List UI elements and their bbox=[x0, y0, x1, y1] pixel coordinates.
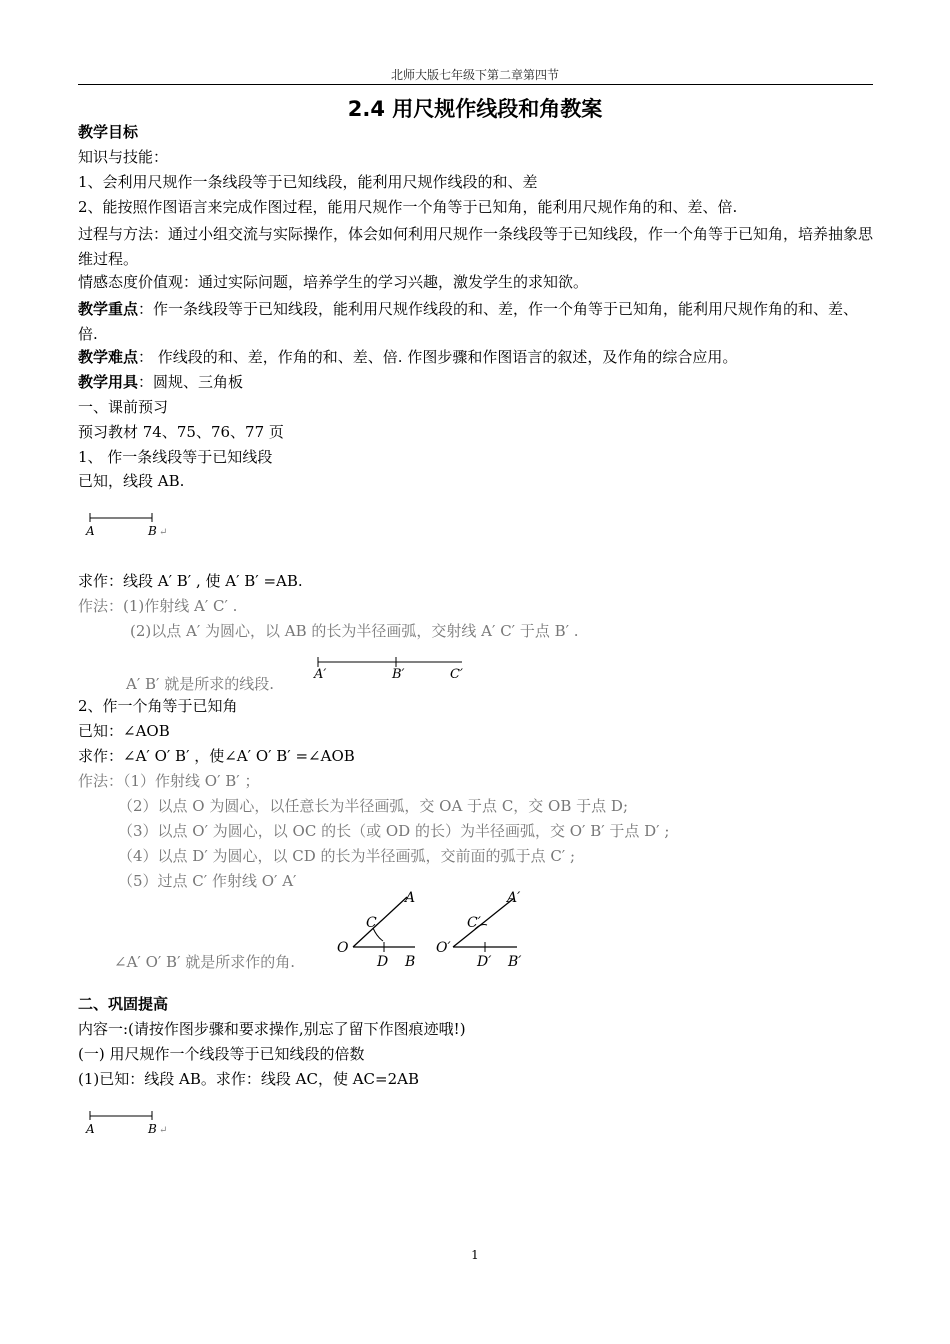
point-a1-label: A′ bbox=[314, 667, 327, 682]
segment-require: 求作：线段 A′ B′ , 使 A′ B′ =AB. bbox=[78, 572, 303, 590]
angle-require: 求作：∠A′ O′ B′ ，使∠A′ O′ B′ =∠AOB bbox=[78, 747, 355, 765]
point-b1-label: B′ bbox=[392, 667, 405, 682]
angle-result: ∠A′ O′ B′ 就是所求作的角. bbox=[114, 953, 296, 971]
running-header: 北师大版七年级下第二章第四节 bbox=[390, 68, 559, 82]
return-mark-2: ↵ bbox=[159, 1125, 168, 1136]
return-mark: ↵ bbox=[159, 527, 168, 538]
preview-heading: 一、课前预习 bbox=[78, 398, 169, 416]
key-text: ：作一条线段等于已知线段，能利用尺规作线段的和、差，作一个角等于已知角，能利用尺规作角的和、差、倍. bbox=[78, 300, 859, 343]
segment-ab-figure-2 bbox=[80, 1106, 180, 1142]
goal-2: 2、能按照作图语言来完成作图过程，能用尺规作一个角等于已知角，能利用尺规作角的和、差、倍. bbox=[78, 198, 738, 216]
point-b1-angle-label: B′ bbox=[508, 954, 522, 970]
point-b-label-2: B bbox=[148, 1122, 157, 1136]
point-a-label-2: A bbox=[86, 1122, 95, 1136]
tools-text: ：圆规、三角板 bbox=[138, 373, 244, 391]
question-1: (1)已知：线段 AB。求作：线段 AC，使 AC=2AB bbox=[78, 1070, 419, 1088]
segment-method-2: (2)以点 A′ 为圆心，以 AB 的长为半径画弧，交射线 A′ C′ 于点 B′ . bbox=[130, 622, 579, 640]
angle-method-2: （2）以点 O 为圆心，以任意长为半径画弧，交 OA 于点 C，交 OB 于点 D; bbox=[118, 797, 628, 815]
goals-heading: 教学目标 bbox=[78, 123, 139, 141]
page-title: 2.4 用尺规作线段和角教案 bbox=[347, 97, 603, 121]
key-label: 教学重点 bbox=[78, 300, 139, 318]
sub-section-1: (一) 用尺规作一个线段等于已知线段的倍数 bbox=[78, 1045, 365, 1063]
point-o-label: O bbox=[337, 940, 349, 956]
angle-item: 2、作一个角等于已知角 bbox=[78, 697, 238, 715]
segment-method-1: 作法：(1)作射线 A′ C′ . bbox=[78, 597, 238, 615]
consolidate-heading: 二、巩固提高 bbox=[78, 995, 169, 1013]
point-b-label: B bbox=[148, 524, 157, 538]
ray-a1c1-figure bbox=[312, 654, 482, 684]
header-rule bbox=[78, 84, 873, 85]
teaching-key bbox=[78, 297, 876, 347]
point-a-label: A bbox=[86, 524, 95, 538]
content-1: 内容一:(请按作图步骤和要求操作,别忘了留下作图痕迹哦!) bbox=[78, 1020, 466, 1038]
angle-method-4: （4）以点 D′ 为圆心，以 CD 的长为半径画弧，交前面的弧于点 C′ ; bbox=[118, 847, 576, 865]
process-method: 过程与方法：通过小组交流与实际操作，体会如何利用尺规作一条线段等于已知线段，作一个角等于已知角，培养抽象思维过程。 bbox=[78, 225, 874, 268]
angle-method-5: （5）过点 C′ 作射线 O′ A′ bbox=[118, 872, 297, 890]
angle-method-3: （3）以点 O′ 为圆心，以 OC 的长（或 OD 的长）为半径画弧，交 O′ B′ 于点 D′ ; bbox=[118, 822, 670, 840]
tools-label: 教学用具 bbox=[78, 373, 139, 391]
point-d1-label: D′ bbox=[477, 954, 492, 970]
knowledge-label: 知识与技能： bbox=[78, 148, 169, 166]
segment-known: 已知，线段 AB. bbox=[78, 472, 185, 490]
goal-1: 1、会利用尺规作一条线段等于已知线段，能利用尺规作线段的和、差 bbox=[78, 173, 538, 191]
teaching-tools bbox=[78, 372, 243, 392]
page-number: 1 bbox=[471, 1248, 479, 1262]
point-a1-angle-label: A′ bbox=[507, 890, 521, 906]
difficulty-label: 教学难点 bbox=[78, 348, 139, 366]
segment-result: A′ B′ 就是所求的线段. bbox=[126, 675, 274, 693]
difficulty-text: ： 作线段的和、差，作角的和、差、倍. 作图步骤和作图语言的叙述，及作角的综合应用。 bbox=[138, 348, 738, 366]
preview-pages: 预习教材 74、75、76、77 页 bbox=[78, 423, 284, 441]
angle-known: 已知：∠AOB bbox=[78, 722, 170, 740]
point-c-label: C bbox=[366, 915, 377, 931]
angle-construction-figure bbox=[335, 885, 535, 973]
point-d-label: D bbox=[377, 954, 389, 970]
point-o1-label: O′ bbox=[436, 940, 451, 956]
point-a-angle-label: A bbox=[405, 890, 416, 906]
point-b-angle-label: B bbox=[405, 954, 416, 970]
attitude: 情感态度价值观：通过实际问题，培养学生的学习兴趣，激发学生的求知欲。 bbox=[78, 273, 589, 291]
angle-method-1: 作法：（1）作射线 O′ B′ ； bbox=[78, 772, 260, 790]
segment-item: 1、 作一条线段等于已知线段 bbox=[78, 448, 273, 466]
teaching-difficulty bbox=[78, 347, 737, 367]
segment-ab-figure bbox=[80, 508, 180, 544]
point-c1-label: C′ bbox=[450, 667, 463, 682]
point-c1-angle-label: C′ bbox=[467, 915, 481, 931]
